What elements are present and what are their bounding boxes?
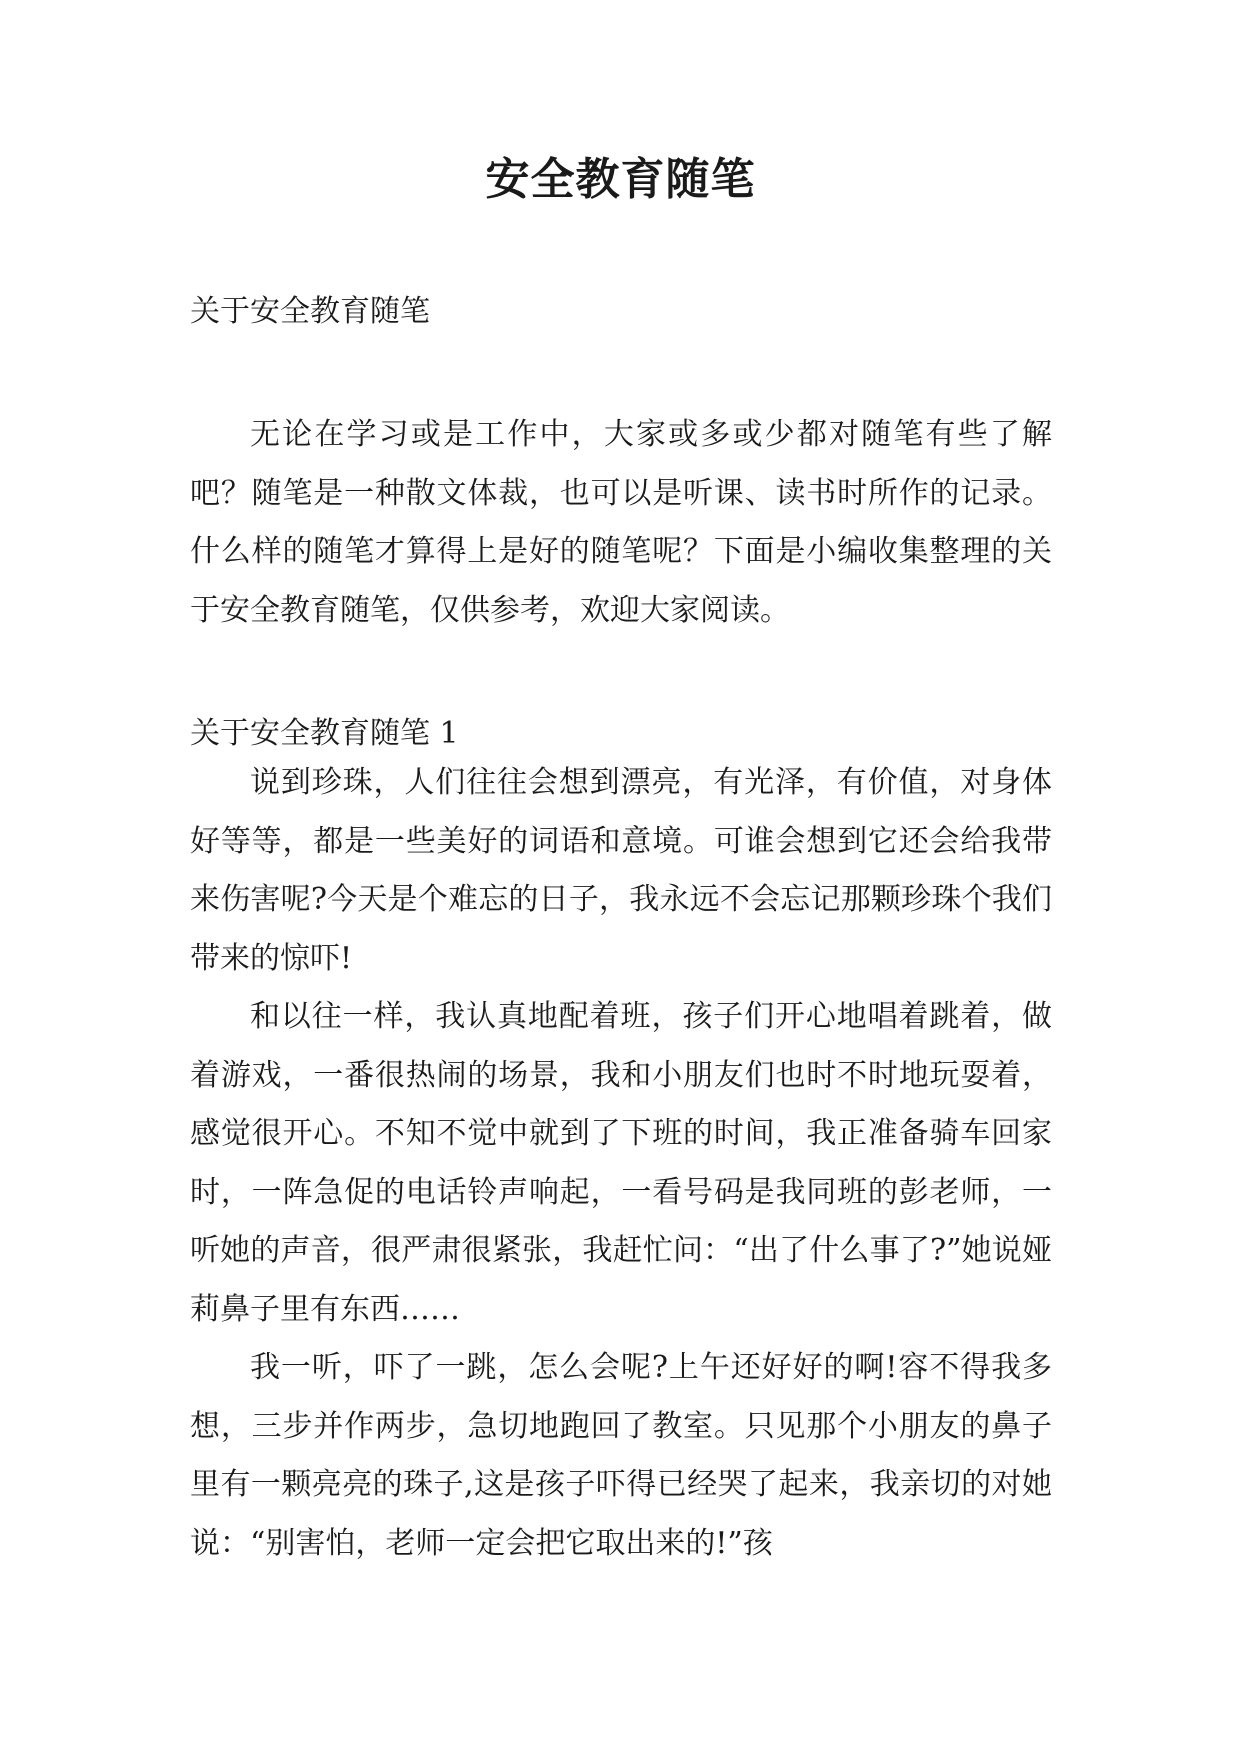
document-body [190, 292, 1052, 1573]
document-title: 安全教育随笔 [485, 154, 756, 205]
section-heading: 关于安全教育随笔 1 [190, 716, 459, 751]
body-paragraph: 和以往一样，我认真地配着班，孩子们开心地唱着跳着，做着游戏，一番很热闹的场景，我和小朋友们也时不时地玩耍着，感觉很开心。不知不觉中就到了下班的时间，我正准备骑车回家时，一阵急促的电话铃声响起，一看号码是我同班的彭老师，一听她的声音，很严肃很紧张，我赶忙问：“出了什么事了?”她说娅莉鼻子里有东西…… [190, 999, 1052, 1327]
body-paragraph: 说到珍珠，人们往往会想到漂亮，有光泽，有价值，对身体好等等，都是一些美好的词语和意境。可谁会想到它还会给我带来伤害呢?今天是个难忘的日子，我永远不会忘记那颗珍珠个我们带来的惊吓! [190, 765, 1052, 976]
document-subtitle: 关于安全教育随笔 [190, 294, 430, 329]
body-paragraph: 我一听，吓了一跳，怎么会呢?上午还好好的啊!容不得我多想，三步并作两步，急切地跑回了教室。只见那个小朋友的鼻子里有一颗亮亮的珠子,这是孩子吓得已经哭了起来，我亲切的对她说：“别害怕，老师一定会把它取出来的!”孩 [190, 1350, 1052, 1561]
intro-paragraph: 无论在学习或是工作中，大家或多或少都对随笔有些了解吧？随笔是一种散文体裁，也可以是听课、读书时所作的记录。什么样的随笔才算得上是好的随笔呢？下面是小编收集整理的关于安全教育随笔，仅供参考，欢迎大家阅读。 [190, 417, 1052, 628]
